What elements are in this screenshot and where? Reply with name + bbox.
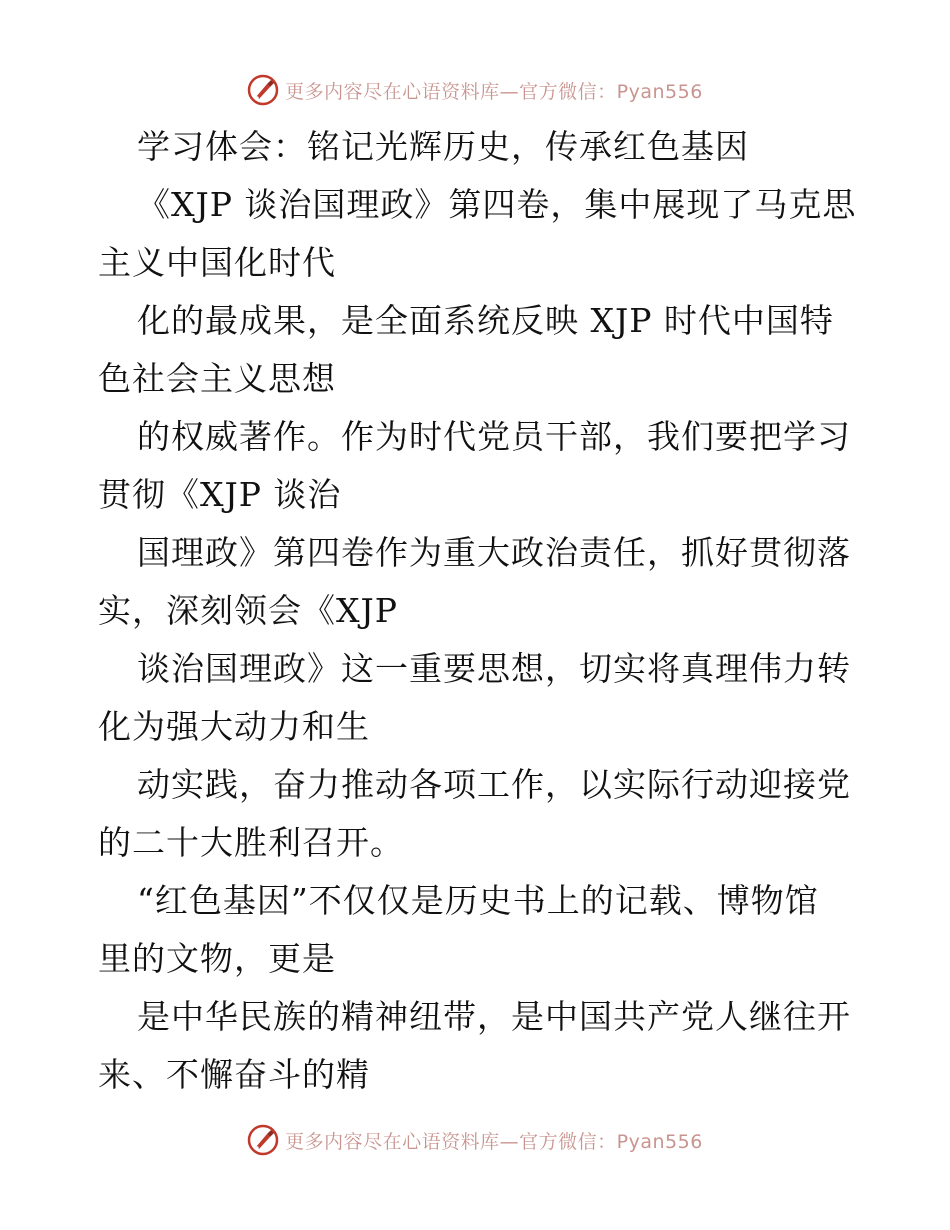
doc-line-6: 的权威著作。作为时代党员干部，我们要把学习 — [137, 417, 851, 456]
doc-line-15: 里的文物，更是 — [98, 939, 336, 978]
pen-logo-icon — [247, 74, 279, 106]
doc-line-14: “红色基因”不仅仅是历史书上的记载、博物馆 — [137, 881, 819, 920]
doc-line-4: 化的最成果，是全面系统反映 XJP 时代中国特 — [137, 301, 834, 340]
doc-line-16: 是中华民族的精神纽带，是中国共产党人继往开 — [137, 997, 851, 1036]
header-banner — [0, 70, 950, 110]
doc-line-1: 学习体会：铭记光辉历史，传承红色基因 — [137, 127, 749, 166]
footer-banner — [0, 1120, 950, 1160]
doc-line-9: 实，深刻领会《XJP — [98, 591, 398, 630]
doc-line-13: 的二十大胜利召开。 — [98, 823, 404, 862]
header-banner-text: 更多内容尽在心语资料库—官方微信：Pyan556 — [285, 80, 703, 103]
doc-line-5: 色社会主义思想 — [98, 359, 336, 398]
doc-line-12: 动实践，奋力推动各项工作，以实际行动迎接党 — [137, 765, 851, 804]
doc-line-8: 国理政》第四卷作为重大政治责任，抓好贯彻落 — [137, 533, 851, 572]
doc-line-3: 主义中国化时代 — [98, 243, 336, 282]
footer-banner-text: 更多内容尽在心语资料库—官方微信：Pyan556 — [285, 1130, 703, 1153]
doc-line-7: 贯彻《XJP 谈治 — [98, 475, 342, 514]
doc-line-17: 来、不懈奋斗的精 — [98, 1055, 370, 1094]
doc-line-2: 《XJP 谈治国理政》第四卷，集中展现了马克思 — [137, 185, 857, 224]
doc-line-10: 谈治国理政》这一重要思想，切实将真理伟力转 — [137, 649, 851, 688]
doc-line-11: 化为强大动力和生 — [98, 707, 370, 746]
pen-logo-icon — [247, 1124, 279, 1156]
